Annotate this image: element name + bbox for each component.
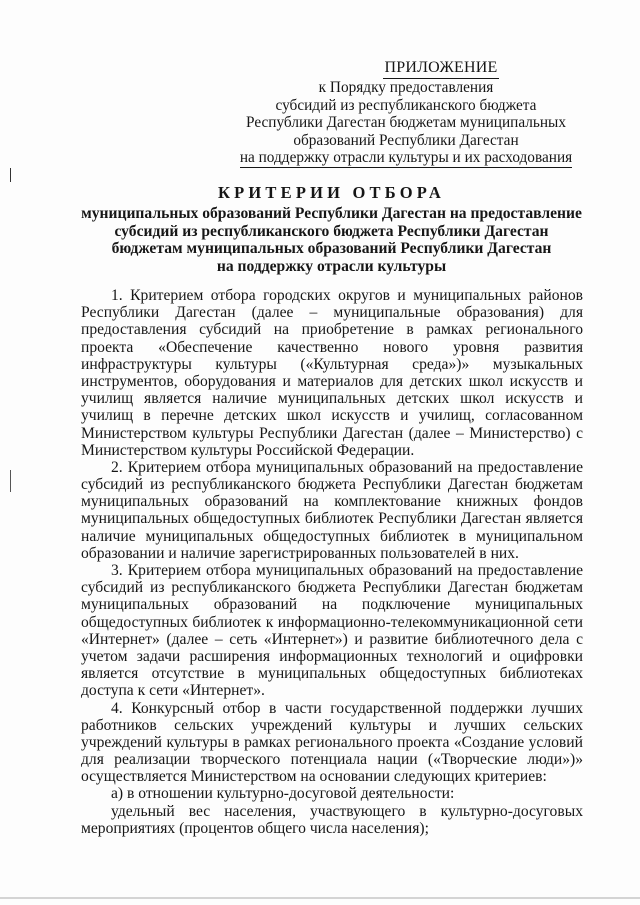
body-text-line: осуществляется Министерством на основании следующих критериев: [81, 768, 547, 786]
body-text-line: 1. Критерием отбора городских округов и муниципальных районов [111, 287, 583, 304]
appendix-line: к Порядку предоставления [318, 79, 494, 96]
margin-mark [10, 470, 11, 492]
document-subtitle-line: бюджетам муниципальных образований Республики Дагестан [111, 240, 552, 258]
appendix-line: субсидий из республиканского бюджета [275, 96, 537, 114]
body-text-line: Республики Дагестан (далее – муниципальные образования) для [81, 304, 583, 322]
body-text-line: субсидий из республиканского бюджета Республики Дагестан бюджетам [81, 476, 583, 494]
body-text-line: для реализации творческого потенциала нации («Творческие люди»)» [81, 751, 583, 769]
document-subtitle-line: субсидий из республиканского бюджета Республики Дагестан [114, 222, 549, 240]
document-title-block [74, 183, 589, 276]
body-text-line: субсидий из республиканского бюджета Республики Дагестан бюджетам [81, 579, 583, 597]
document-subtitle-line: муниципальных образований Республики Дагестан на предоставление [81, 205, 582, 222]
appendix-title: ПРИЛОЖЕНИЕ [383, 58, 498, 79]
appendix-header [232, 58, 580, 168]
document-title: КРИТЕРИИ ОТБОРА [217, 183, 446, 202]
body-text-line: 2. Критерием отбора муниципальных образований на предоставление [111, 458, 583, 476]
body-text-line: муниципальных образований на подключение муниципальных [81, 596, 583, 614]
body-text-line: «Интернет» (далее – сеть «Интернет») и развитие библиотечного дела с [81, 630, 583, 648]
body-text-line: муниципальных образований на комплектование книжных фондов [81, 493, 583, 511]
body-text-line: училищ является наличие муниципальных детских школ искусств и [81, 390, 583, 408]
appendix-line: образований Республики Дагестан [293, 131, 519, 149]
body-text-line: Министерством культуры Республики Дагестан (далее – Министерство) с [81, 424, 583, 442]
body-text-line: предоставления субсидий на приобретение в рамках регионального [81, 321, 583, 339]
body-text-line: наличие муниципальных общедоступных библиотек в муниципальном [81, 527, 583, 545]
document-body [81, 287, 583, 837]
body-text-line: доступа к сети «Интернет». [81, 682, 265, 700]
body-text-line: работников сельских учреждений культуры и лучших сельских [81, 716, 583, 734]
body-text-line: учреждений культуры в рамках регионального проекта «Создание условий [81, 733, 583, 751]
body-text-line: удельный вес населения, участвующего в культурно-досуговых [111, 802, 583, 820]
body-text-line: училищ в перечне детских школ искусств и училищ, согласованном [81, 407, 583, 425]
scan-edge [0, 897, 640, 899]
appendix-line: Республики Дагестан бюджетам муниципальных [246, 114, 566, 132]
margin-mark [10, 168, 11, 182]
document-subtitle-line: на поддержку отрасли культуры [216, 258, 447, 276]
body-text-line: 4. Конкурсный отбор в части государственной поддержки лучших [111, 699, 583, 717]
body-text-line: инструментов, оборудования и материалов для детских школ искусств и [81, 372, 583, 390]
body-text-line: муниципальных общедоступных библиотек Республики Дагестан является [81, 510, 583, 528]
body-text-line: 3. Критерием отбора муниципальных образований на предоставление [111, 562, 583, 579]
body-text-line: общедоступных библиотек к информационно-телекоммуникационной сети [81, 613, 583, 631]
body-text-line: а) в отношении культурно-досуговой деятельности: [111, 785, 455, 803]
appendix-line: на поддержку отрасли культуры и их расходования [239, 149, 573, 167]
body-text-line: мероприятиях (процентов общего числа населения); [81, 819, 429, 837]
body-text-line: Министерством культуры Российской Федерации. [81, 441, 415, 459]
body-text-line: образовании и наличие зарегистрированных пользователей в них. [81, 544, 519, 562]
body-text-line: проекта «Обеспечение качественно нового уровня развития [81, 338, 583, 356]
body-text-line: инфраструктуры культуры («Культурная среда»)» музыкальных [81, 355, 583, 373]
body-text-line: является отсутствие в муниципальных общедоступных библиотеках [81, 665, 583, 683]
body-text-line: учетом задачи расширения информационных технологий и оцифровки [81, 647, 583, 665]
